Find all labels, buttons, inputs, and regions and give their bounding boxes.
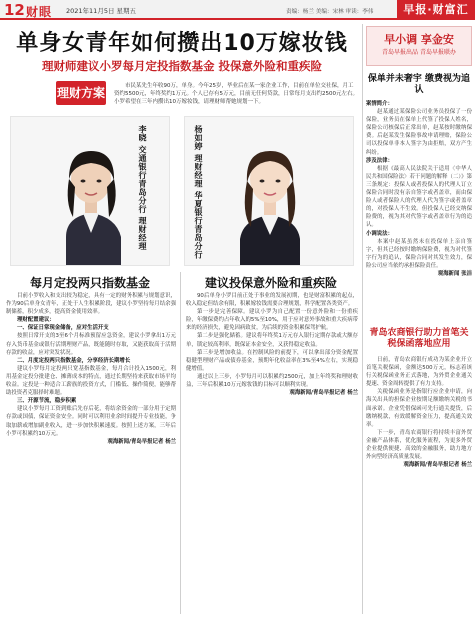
advisor-photo-left [10, 116, 170, 266]
advisor-portrait-right [185, 117, 354, 266]
paragraph: 日前，青岛农商银行成功为某企业开立首笔关税保函，金额达500万元，标志着该行关税保函业务正式落地，为外贸企业通关提速、资金周转提供了有力支持。 [366, 357, 472, 388]
left-column-body [6, 292, 176, 614]
paragraph-heading: 理财配置建议： [17, 317, 55, 324]
left-column-title: 每月定投两只指数基金 [29, 276, 150, 290]
main-article [4, 24, 360, 614]
paragraph-heading: 二、月度定投两只指数基金，分享经济长期增长 [17, 357, 131, 364]
section-title: 财眼 [26, 5, 53, 19]
sidebar-story-1 [366, 100, 472, 322]
paragraph: 建议小罗每月工资到账后先存后花，将结余资金的一部分用于定期存款或国债，保证资金安全。同时可以利用业余时间提升专业技能，争取加薪或增加副业收入，进一步加快积累速度。按照上述方案，三年后小罗可积累约10万元。 [6, 406, 176, 437]
editor-credits: 责编：杨兰 美编：宋林 审读：李伟 [286, 9, 374, 15]
paragraph: 关税保函业务是指银行应企业申请，向海关出具的担保企业按期足额缴纳关税的书面承诺。企业凭借保函可先行通关提货，后缴纳税款，有效缓解资金压力，提高通关效率。 [366, 389, 472, 428]
plan-banner: 理财方案 [56, 81, 106, 105]
advisor-caption-right: 杨如婷 理财经理 华夏银行青岛分行 [194, 125, 203, 260]
sidebar-headline-2: 青岛农商银行助力首笔关税保函落地应用 [369, 328, 469, 349]
paragraph: 本案中赵某虽然未在投保单上亲自签字，但其已经按时缴纳保险费，视为对代签字行为的追认，保险合同对其发生效力，保险公司应当依约承担保险责任。 [366, 238, 472, 269]
paragraph: 下一步，青岛农商银行将持续丰富外贸金融产品体系，优化服务流程，为更多外贸企业提供便捷、高效的金融服务，助力地方外向型经济高质量发展。 [366, 429, 472, 461]
paragraph: 赵某通过某保险公司业务员投保了一份保险，业务员在保单上代签了投保人姓名，保险公司核保后正常出单，赵某按时缴纳保费。后赵某发生保险事故申请理赔，保险公司以投保单非本人签字为由拒赔，双方产生纠纷。 [366, 109, 472, 156]
byline: 观海新闻/青岛早报记者 杨兰 [289, 390, 358, 397]
sidebar [366, 24, 472, 614]
paragraph-heading: 三、开源节流，稳步积累 [17, 398, 77, 405]
column-brand-title: 早小调 享金安 [384, 33, 454, 46]
paragraph: 建议小罗每月定投两只宽基指数基金，每月合计投入1500元，利用基金定投分批建仓、摊薄成本的特点，通过长期坚持来获取市场平均收益。定投是一种适合工薪族的投资方式，门槛低、操作简便，能够帮助投资者克服择时难题。 [6, 365, 176, 397]
paragraph-heading: 一、保证日常现金储备，应对生活开支 [17, 325, 109, 332]
article-intro: 市民某先生年收90万，单身。今年25岁，毕业后在某一家企业工作，目前在单位交社保，月工资约5500元，年终奖约1万元。个人已存有5万元，目前无任何贷款，日常每月支出约2500元左右。小罗希望在三年内攒出10万嫁妆钱，请理财师帮她规划一下。 [114, 83, 358, 105]
paragraph-heading: 案情简介： [366, 101, 393, 107]
column-divider [180, 272, 181, 614]
sidebar-divider [362, 24, 363, 614]
paragraph-heading: 涉及法律： [366, 157, 393, 164]
advisor-caption-left: 李晓 交通银行青岛分行 理财经理 [138, 125, 147, 251]
sidebar-story-2 [366, 356, 472, 614]
right-column-title: 建议投保意外险和重疾险 [204, 276, 337, 290]
right-column-body [186, 292, 358, 614]
issue-date: 2021年11月5日 星期五 [66, 7, 137, 15]
paragraph: 目前小罗收入和支出较为稳定，具有一定的财务积累与规划意识，作为90后单身女青年，正处于人生积累阶段，建议小罗坚持每月结余强制储蓄，积少成多，提高资金使用效率。 [6, 293, 176, 316]
paragraph: 按照日常开支的3至6个月标准预留应急资金，建议小罗拿出1万元存入货币基金或银行活期理财产品，既能随时存取，又能获取高于活期存款的收益，应对突发状况。 [6, 333, 176, 356]
paragraph: 根据《最高人民法院关于适用〈中华人民共和国保险法〉若干问题的解释（二）》第三条规定：投保人或者投保人的代理人订立保险合同时没有亲自签字或者盖章，而由保险人或者保险人的代理人代为签字或者盖章的，对投保人不生效。但投保人已经交纳保险费的，视为其对代签字或者盖章行为的追认。 [366, 165, 472, 229]
newspaper-logo: 早报·财富汇 [397, 0, 475, 20]
paragraph-heading: 小调说法： [366, 230, 393, 237]
page-number: 12 [4, 1, 25, 19]
page-header [0, 0, 475, 20]
byline: 观海新闻/青岛早报记者 杨兰 [403, 462, 472, 469]
article-headline: 单身女青年如何攒出10万嫁妆钱 [16, 31, 348, 56]
article-subhead: 理财师建议小罗每月定投指数基金 投保意外险和重疾险 [41, 59, 322, 73]
column-brand-subtitle: 青岛早报出品 青岛早报联办 [382, 49, 456, 56]
paragraph: 第二步是强化储蓄。建议将年终奖1万元存入银行定期存款或大额存单，锁定较高利率，既保证本金安全，又获得稳定收益。 [186, 333, 358, 348]
paragraph: 通过以上三步，小罗每月可以积累约2500元，加上年终奖和理财收益，三年后积累10万元嫁妆钱的目标可以顺利实现。 [186, 373, 358, 389]
paragraph: 90后单身小罗目前正处于事业的发展初期，也是财富积累的起点，收入稳定但结余有限，积累嫁妆钱需要合理规划，科学配置各类资产。 [186, 293, 358, 308]
column-brand-box [366, 26, 472, 66]
paragraph: 第三步是增加收益。在控制风险的前提下，可以拿出部分资金配置稳健型理财产品或债券基金，预期年化收益率在3%至4%左右，实现稳健增值。 [186, 349, 358, 372]
byline: 观海新闻 张洁 [437, 270, 472, 277]
advisor-photo-right [184, 116, 354, 266]
paragraph: 第一步是完善保障。建议小罗为自己配置一份意外险和一份重疾险，年缴保费约占年收入的5%至10%，用于应对意外事故和重大疾病带来的经济损失，避免因病致贫，为后续的资金积累保驾护航。 [186, 309, 358, 332]
sidebar-headline-1: 保单并未奢宇 缴费视为追认 [367, 74, 471, 95]
byline: 观海新闻/青岛早报记者 杨兰 [107, 438, 176, 445]
